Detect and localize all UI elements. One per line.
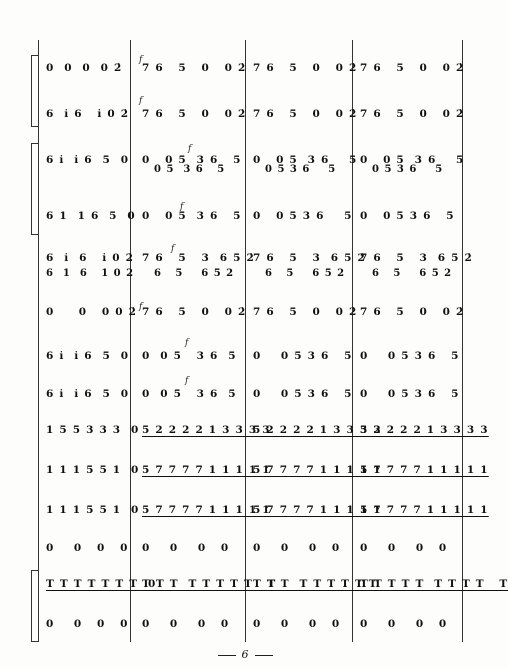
dynamic-mark: f — [139, 302, 143, 312]
measure-cell: 0 0 5 3 6 5 — [360, 210, 455, 222]
measure-cell: 6 i̇ 6 i̇ 0 2̇ — [46, 108, 130, 120]
measure-cell: T T T T T T T T T — [253, 578, 378, 590]
measure-cell: 0 0 0 0 — [253, 618, 341, 630]
measure-cell: 0 0 5 3 6 5 — [253, 154, 358, 166]
measure-cell: 0 0 5 3 6 5 — [360, 388, 460, 400]
score-row — [0, 574, 508, 594]
measure-cell: 0 0 0 0 — [46, 542, 129, 554]
score-row — [0, 538, 490, 558]
measure-cell: 6 i̇ i̇ 6 5 0 — [46, 154, 130, 166]
dynamic-mark: f — [180, 202, 184, 212]
measure-cell: 1 5 5 3 3 3 0 — [46, 424, 140, 436]
measure-cell: 0 0 0 0 2̇ — [46, 306, 138, 318]
score-row — [0, 248, 490, 268]
measure-cell: 0 0 0 0 — [360, 542, 448, 554]
lower-voice-cell: 0 5 3 6 5 — [372, 164, 444, 175]
measure-cell: 7 6 5 3 6 5 2̇ — [142, 252, 255, 264]
measure-cell: 5 2 2 2 2 1 3 3 3 3 — [142, 424, 271, 436]
measure-cell: 0 0 0 0 — [142, 542, 230, 554]
measure-cell: 0 0 0 0 — [46, 618, 129, 630]
measure-cell: 6 i̇ i̇ 6 5 0 — [46, 388, 130, 400]
measure-cell: 5 7 7 7 7 1 1 1 1 1 — [142, 504, 271, 516]
score-row — [0, 206, 490, 226]
measure-cell: 7 6 5 0 0 2̇ — [142, 108, 247, 120]
measure-cell: 0 0 5 3 6 5 — [253, 350, 353, 362]
measure-cell: 5 7 7 7 7 1 1 1 1 1 — [360, 504, 489, 516]
lower-voice-cell: 6 5 6 5 2 — [265, 268, 346, 279]
measure-cell: 5 2 2 2 2 1 3 3 3 3 — [253, 424, 382, 436]
measure-cell: 1 1 1 5 5 1 0 — [46, 504, 140, 516]
measure-cell: 0 0 5 3 6 5 — [142, 210, 242, 222]
page-number-text: 6 — [241, 648, 249, 661]
dynamic-mark: f — [139, 55, 143, 65]
lower-voice-cell: 0 5 3 6 5 — [154, 164, 226, 175]
score-row — [0, 384, 490, 404]
lower-voice-cell: 0 5 3 6 5 — [265, 164, 337, 175]
measure-cell: 0 0 0 0 — [360, 618, 448, 630]
measure-cell: 0 0 5 3 6 5 — [142, 350, 237, 362]
measure-cell: 0 0 5 3 6 5 — [142, 388, 237, 400]
dynamic-mark: f — [171, 244, 175, 254]
measure-cell: 0 0 5 3 6 5 — [253, 388, 353, 400]
measure-cell: 5 7 7 7 7 1 1 1 1 1 — [253, 464, 382, 476]
score-row — [0, 460, 490, 480]
measure-cell: 5 7 7 7 7 1 1 1 1 1 — [360, 464, 489, 476]
measure-cell: 6 i̇ i̇ 6 5 0 — [46, 350, 130, 362]
measure-cell: 5 7 7 7 7 1 1 1 1 1 — [253, 504, 382, 516]
lower-voice-cell: 6 5 6 5 2 — [372, 268, 453, 279]
lower-voice-cell: 6 5 6 5 2 — [154, 268, 235, 279]
measure-cell: T T T T T T T T T — [142, 578, 277, 590]
measure-cell: 0 0 5 3 6 5 — [360, 350, 460, 362]
measure-cell: 7 6 5 0 0 2̇ — [360, 306, 465, 318]
score-row — [0, 302, 490, 322]
score-row — [0, 614, 490, 634]
measure-cell: 7 6 5 0 0 2̇ — [360, 108, 465, 120]
dynamic-mark: f — [185, 376, 189, 386]
measure-cell: T T T T T T T T T T — [360, 578, 508, 590]
measure-cell: 7 6 5 0 0 2̇ — [142, 306, 247, 318]
measure-cell: 1 1 1 5 5 1 0 — [46, 464, 140, 476]
score-row — [0, 500, 490, 520]
measure-cell: 5 2 2 2 2 1 3 3 3 3 — [360, 424, 489, 436]
measure-cell: 7 6 5 0 0 2̇ — [253, 62, 358, 74]
measure-cell: 6 i̇ 6 i̇ 0 2̇ — [46, 252, 135, 264]
score-row — [0, 346, 490, 366]
lower-voice-cell: 6 1 6 1 0 2 — [46, 268, 135, 279]
dynamic-mark: f — [185, 338, 189, 348]
page-number-rule-left — [218, 655, 236, 656]
measure-cell: 6 1 1 6 5 0 — [46, 210, 136, 222]
score-row — [0, 58, 490, 78]
measure-cell: T T T T T T T 0 — [46, 578, 157, 590]
measure-cell: 7 6 5 0 0 2̇ — [360, 62, 465, 74]
measure-cell: 7 6 5 3 6 5 2̇ — [253, 252, 366, 264]
measure-cell: 0 0 0 0 — [253, 542, 341, 554]
dynamic-mark: f — [139, 96, 143, 106]
measure-cell: 0 0 5 3 6 5 — [253, 210, 353, 222]
measure-cell: 0 0 0 0 2̇ — [46, 62, 123, 74]
dynamic-mark: f — [188, 144, 192, 154]
measure-cell: 7 6 5 0 0 2̇ — [253, 108, 358, 120]
score-row — [0, 104, 490, 124]
measure-cell: 0 0 5 3 6 5 — [360, 154, 465, 166]
measure-cell: 0 0 0 0 — [142, 618, 230, 630]
measure-cell: 5 7 7 7 7 1 1 1 1 1 — [142, 464, 271, 476]
page-number — [0, 648, 490, 661]
score-row — [0, 420, 490, 440]
measure-cell: 0 0 5 3 6 5 — [142, 154, 242, 166]
page-number-rule-right — [255, 655, 273, 656]
measure-cell: 7 6 5 3 6 5 2̇ — [360, 252, 473, 264]
measure-cell: 7 6 5 0 0 2̇ — [142, 62, 247, 74]
measure-cell: 7 6 5 0 0 2̇ — [253, 306, 358, 318]
